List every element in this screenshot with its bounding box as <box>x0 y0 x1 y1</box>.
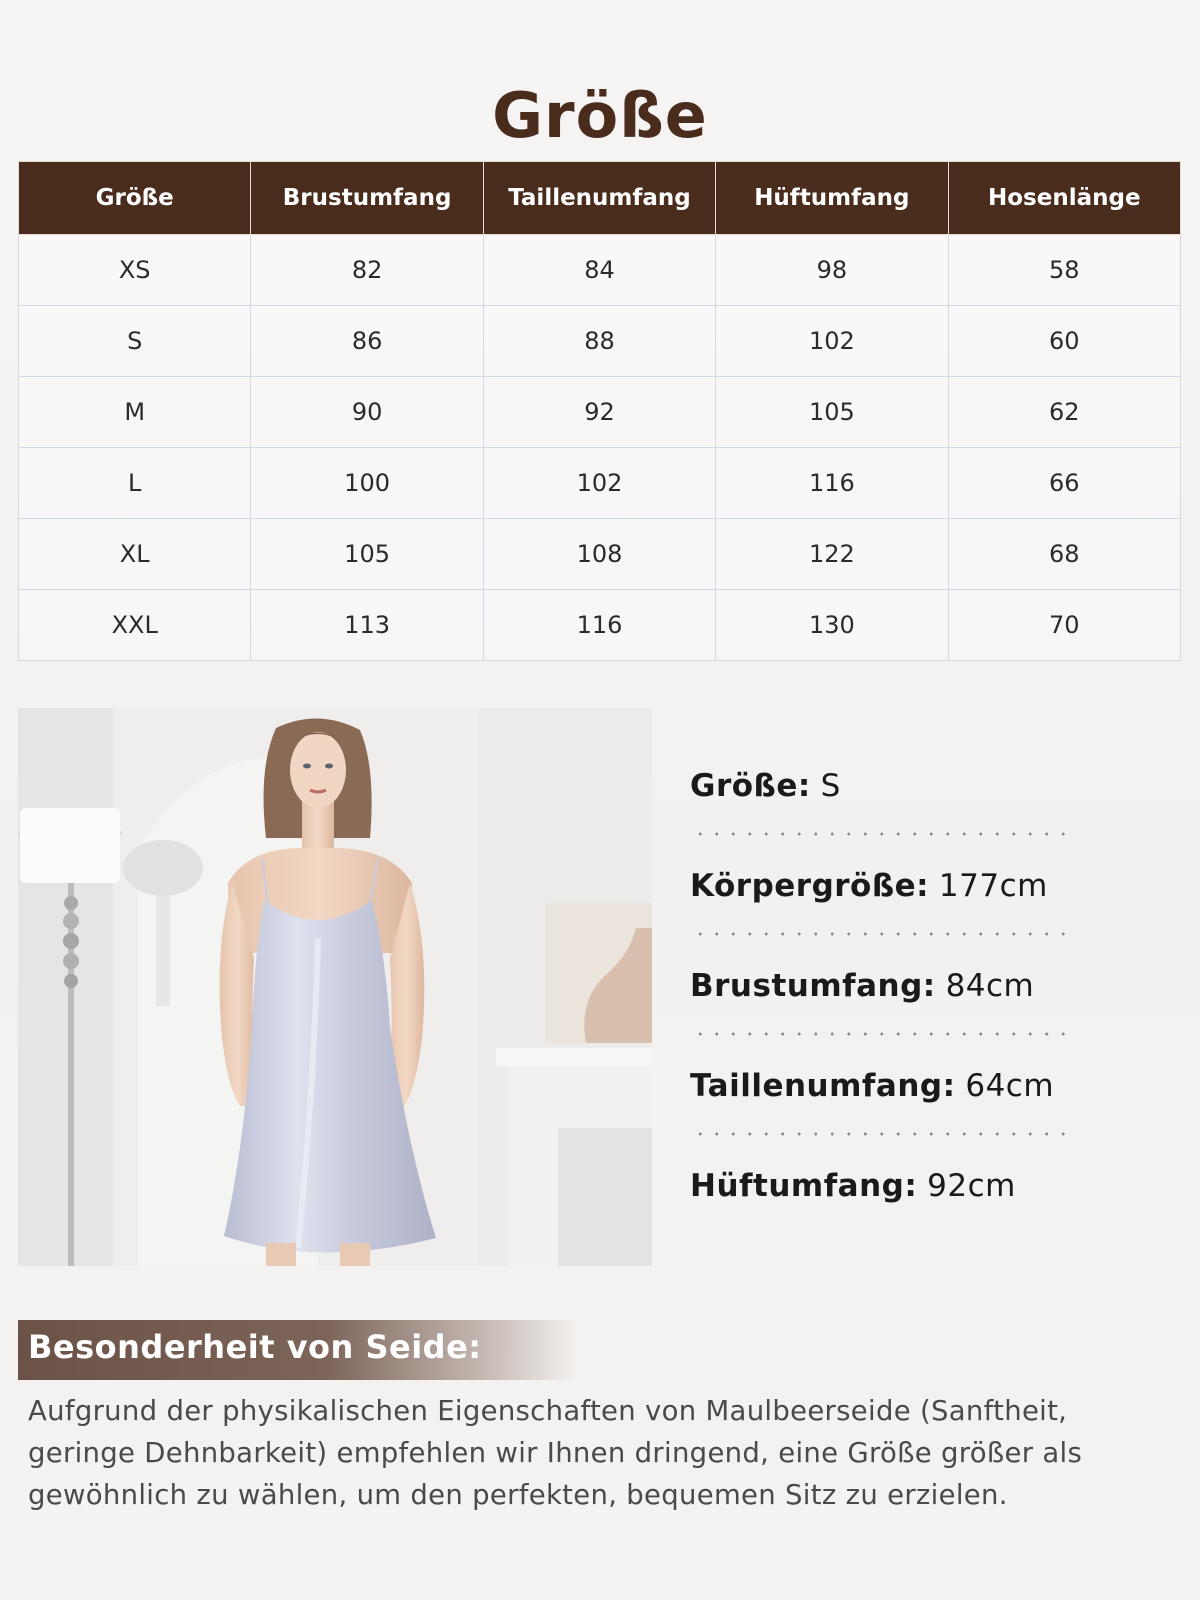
table-cell: 98 <box>716 235 948 306</box>
table-cell: 86 <box>251 306 483 377</box>
model-illustration <box>18 708 652 1266</box>
table-cell: 116 <box>716 448 948 519</box>
stat-bust <box>690 960 1080 1060</box>
dotted-divider <box>692 1132 1072 1136</box>
table-cell: L <box>19 448 251 519</box>
table-row <box>19 448 1181 519</box>
header-size: Größe <box>19 162 251 235</box>
table-cell: 58 <box>948 235 1180 306</box>
stat-label: Brustumfang: <box>690 968 936 1004</box>
table-cell: 62 <box>948 377 1180 448</box>
table-cell: M <box>19 377 251 448</box>
table-cell: XXL <box>19 590 251 661</box>
stat-height <box>690 860 1080 960</box>
stat-value: 64cm <box>965 1068 1055 1104</box>
table-cell: 88 <box>483 306 715 377</box>
stat-size <box>690 760 1080 860</box>
table-cell: S <box>19 306 251 377</box>
table-cell: 105 <box>716 377 948 448</box>
table-cell: 68 <box>948 519 1180 590</box>
stat-label: Hüftumfang: <box>690 1168 918 1204</box>
stat-waist <box>690 1060 1080 1160</box>
stat-value: 177cm <box>938 868 1048 904</box>
page-title: Größe <box>492 79 708 152</box>
header-hip: Hüftumfang <box>716 162 948 235</box>
stat-hip <box>690 1160 1080 1260</box>
table-cell: 105 <box>251 519 483 590</box>
silk-note-heading <box>18 1320 578 1380</box>
dotted-divider <box>692 932 1072 936</box>
table-cell: 108 <box>483 519 715 590</box>
stat-value: 92cm <box>927 1168 1016 1204</box>
table-cell: 84 <box>483 235 715 306</box>
stat-label: Größe: <box>690 768 811 804</box>
stat-value: S <box>820 768 841 804</box>
table-cell: 92 <box>483 377 715 448</box>
table-cell: 130 <box>716 590 948 661</box>
silk-note-heading-text: Besonderheit von Seide: <box>28 1328 482 1366</box>
model-photo <box>18 708 652 1266</box>
size-table <box>18 161 1181 661</box>
table-cell: 90 <box>251 377 483 448</box>
table-cell: 60 <box>948 306 1180 377</box>
table-cell: 100 <box>251 448 483 519</box>
table-cell: 122 <box>716 519 948 590</box>
table-cell: 102 <box>483 448 715 519</box>
dotted-divider <box>692 832 1072 836</box>
header-bust: Brustumfang <box>251 162 483 235</box>
table-cell: XS <box>19 235 251 306</box>
table-cell: XL <box>19 519 251 590</box>
header-waist: Taillenumfang <box>483 162 715 235</box>
table-cell: 113 <box>251 590 483 661</box>
stat-label: Taillenumfang: <box>690 1068 956 1104</box>
table-cell: 116 <box>483 590 715 661</box>
table-row <box>19 306 1181 377</box>
stat-label: Körpergröße: <box>690 868 930 904</box>
model-stats <box>690 760 1080 1260</box>
table-cell: 82 <box>251 235 483 306</box>
table-cell: 70 <box>948 590 1180 661</box>
table-cell: 102 <box>716 306 948 377</box>
silk-note-text: Aufgrund der physikalischen Eigenschaften von Maulbeerseide (Sanftheit, geringe Dehnbarkeit) empfehlen wir Ihnen dringend, eine Größe größer als gewöhnlich zu wählen, um den perfekten, bequemen Sitz zu erzielen. <box>28 1395 1083 1511</box>
table-row <box>19 235 1181 306</box>
table-row <box>19 377 1181 448</box>
table-cell: 66 <box>948 448 1180 519</box>
stat-value: 84cm <box>945 968 1035 1004</box>
dotted-divider <box>692 1032 1072 1036</box>
table-header-row <box>19 162 1181 235</box>
table-row <box>19 590 1181 661</box>
header-length: Hosenlänge <box>948 162 1180 235</box>
table-row <box>19 519 1181 590</box>
